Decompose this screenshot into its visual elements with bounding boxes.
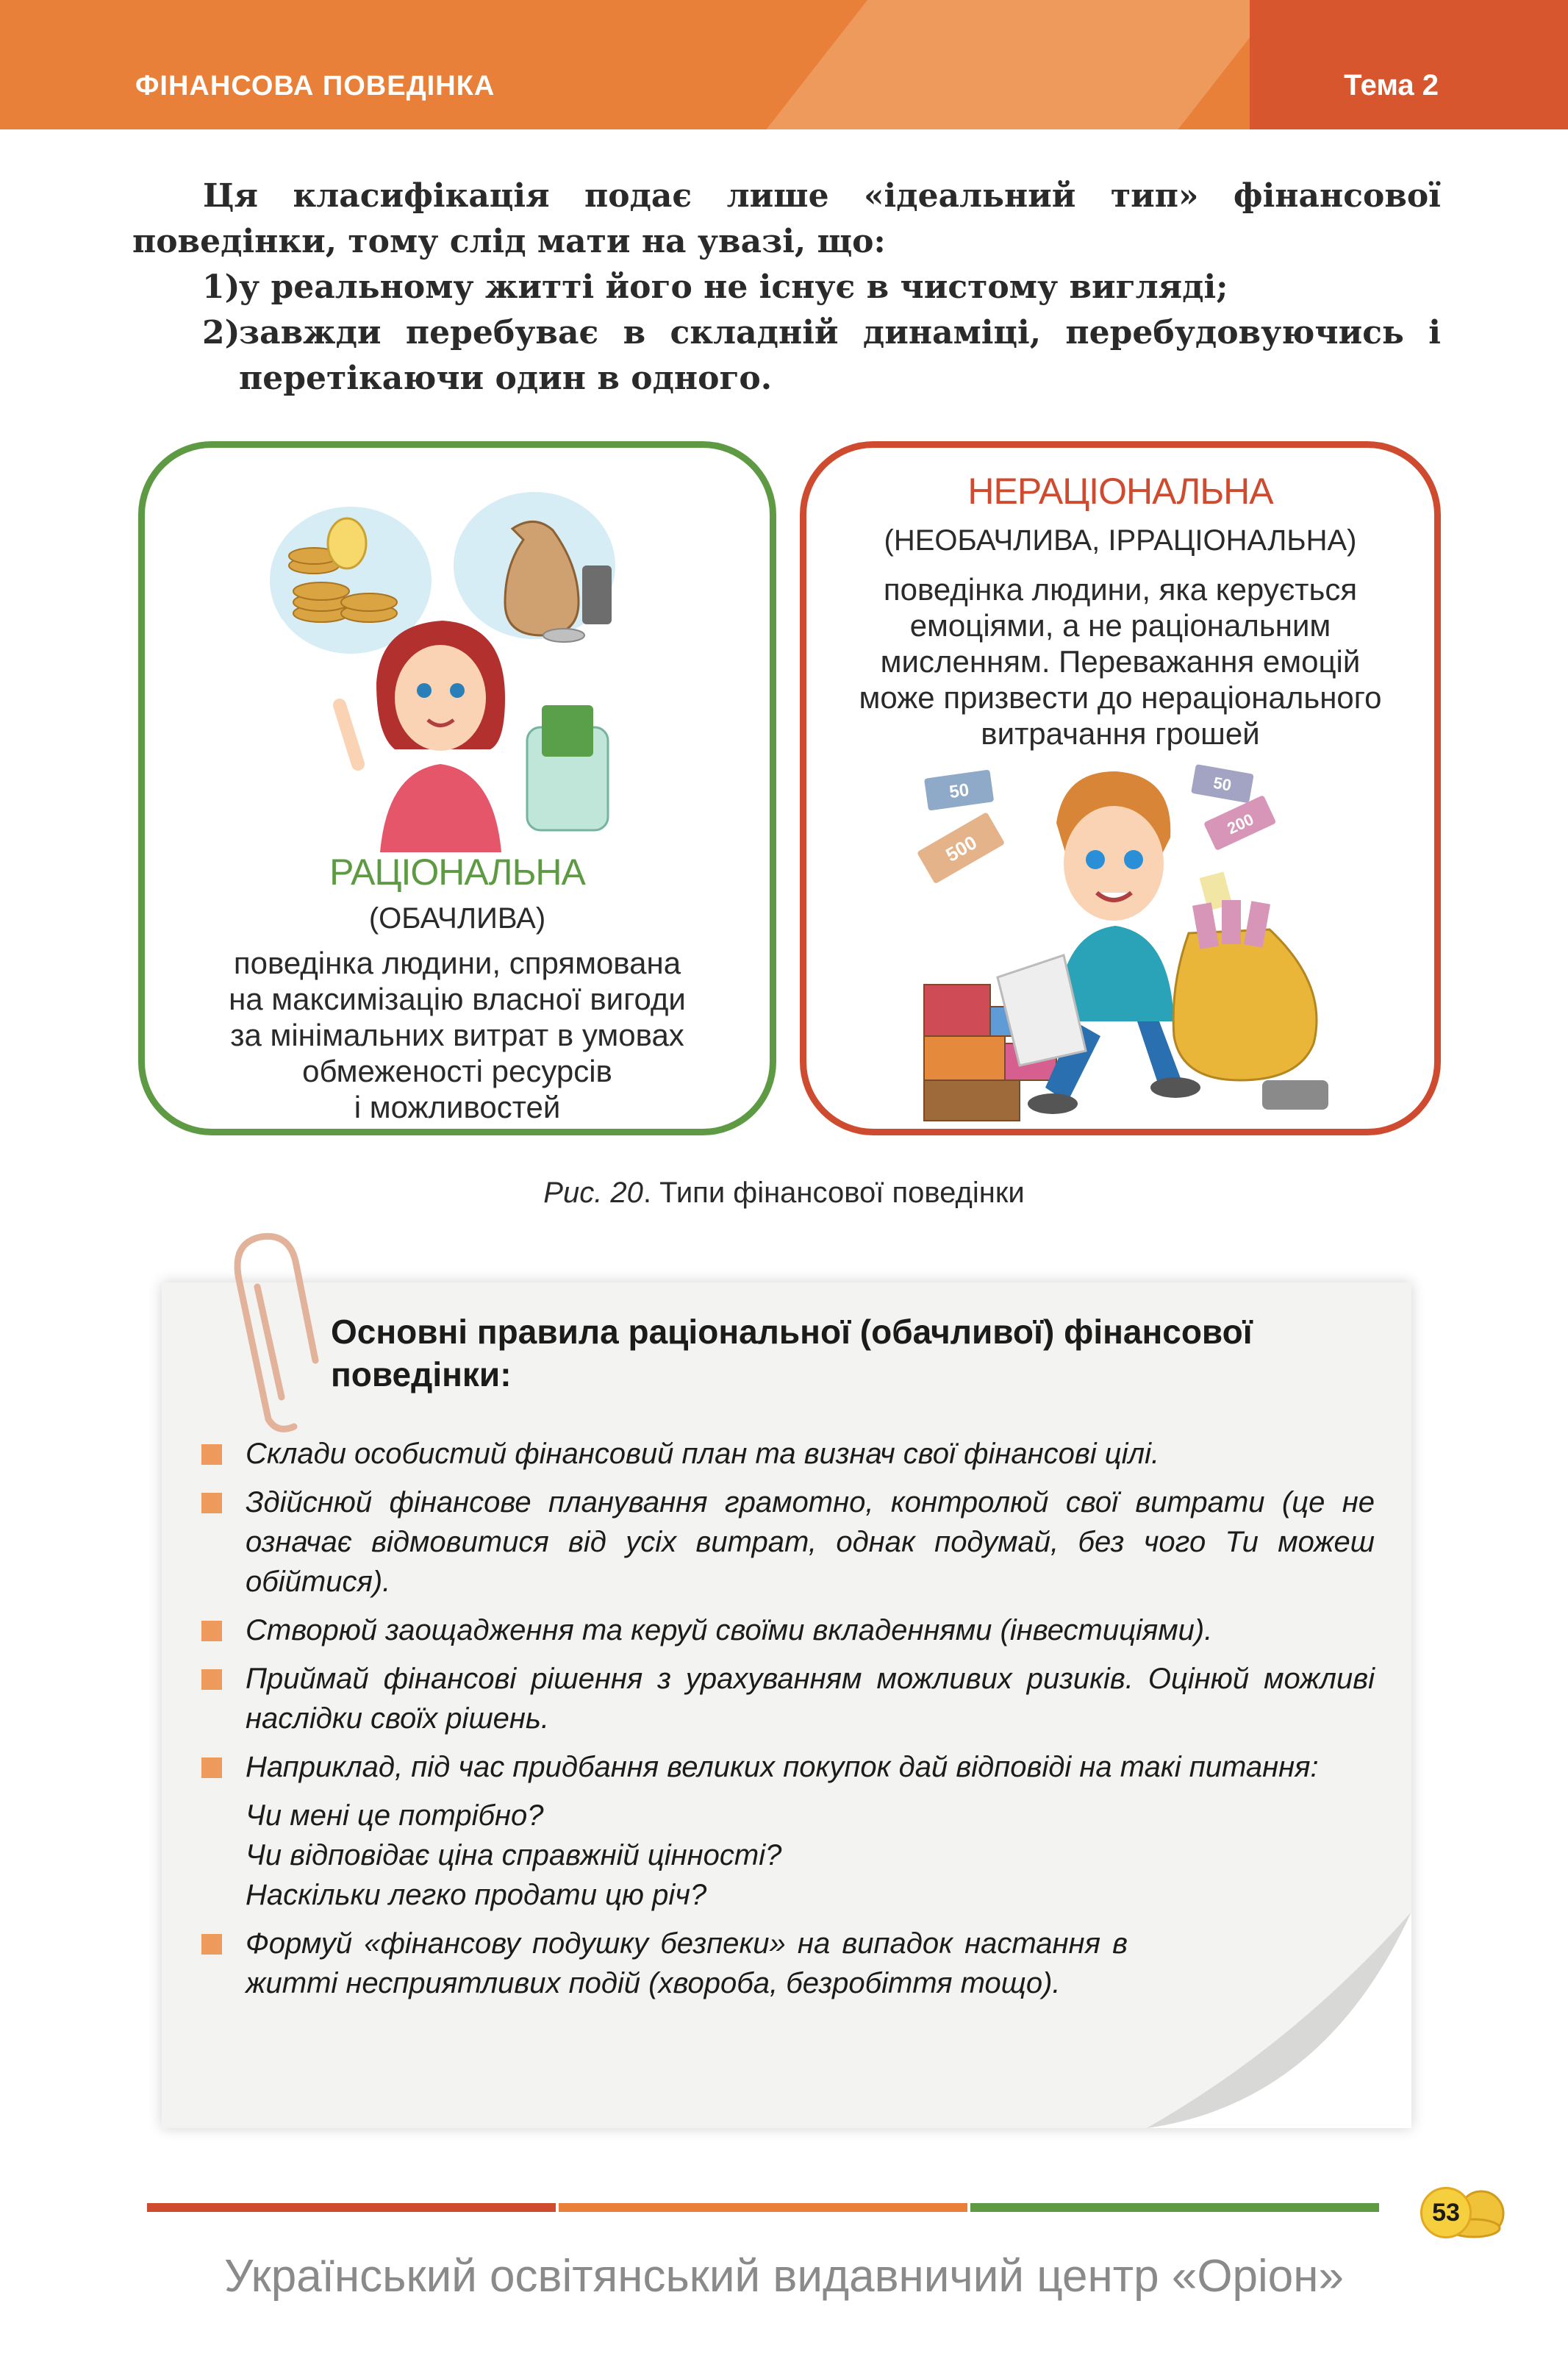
banknote — [1203, 795, 1276, 851]
girl-thinking-illustration — [270, 485, 652, 852]
description-line: витрачання грошей — [981, 716, 1260, 751]
rule-item — [198, 1482, 1375, 1602]
description-line: і можливостей — [354, 1090, 561, 1124]
intro-list-item — [132, 310, 1441, 402]
description-line: на максимізацію власної вигоди — [229, 982, 686, 1016]
figure-title: . Типи фінансової поведінки — [642, 1177, 1025, 1209]
list-text: у реальному житті його не існує в чистому вигляді; — [239, 268, 1228, 306]
bullet-square-icon — [201, 1669, 222, 1690]
section-title: ФІНАНСОВА ПОВЕДІНКА — [135, 71, 495, 101]
bullet-square-icon — [201, 1493, 222, 1513]
irrational-heading: НЕРАЦІОНАЛЬНА — [967, 471, 1273, 512]
publisher-footer: Український освітянський видавничий центр «Оріон» — [223, 2251, 1345, 2302]
description-line: поведінка людини, яка керується — [883, 572, 1358, 607]
list-number: 2) — [202, 314, 240, 351]
description-line: може призвести до нераціонального — [859, 680, 1382, 715]
intro-list — [132, 265, 1441, 402]
bullet-square-icon — [201, 1444, 222, 1465]
footer-bar-orange — [559, 2203, 967, 2212]
banknote — [924, 769, 994, 810]
description-line: емоціями, а не раціональним — [909, 608, 1331, 643]
paperclip-icon — [224, 1228, 320, 1434]
rule-text: Склади особистий фінансовий план та визнач свої фінансові цілі. — [246, 1438, 1160, 1470]
boy-shopping-illustration — [917, 764, 1343, 1124]
banknote-value: 50 — [948, 779, 970, 803]
irrational-behavior-card — [800, 441, 1441, 1135]
irrational-description — [828, 571, 1412, 752]
description-line: за мінімальних витрат в умовах — [230, 1018, 684, 1052]
description-line: поведінка людини, спрямована — [233, 946, 681, 980]
rule-item — [198, 1659, 1375, 1738]
rule-text: Здійснюй фінансове планування грамотно, контролюй свої витрати (це не означає відмовитися від усіх витрат, однак подумай, без чого Ти можеш обійтися). — [246, 1486, 1375, 1598]
bullet-square-icon — [201, 1757, 222, 1778]
rational-heading: РАЦІОНАЛЬНА — [329, 852, 585, 893]
irrational-subheading: (НЕОБАЧЛИВА, ІРРАЦІОНАЛЬНА) — [884, 524, 1357, 557]
rational-description — [167, 945, 748, 1125]
page-number: 53 — [1420, 2187, 1472, 2238]
rational-behavior-card — [138, 441, 776, 1135]
rule-text: Формуй «фінансову подушку безпеки» на випадок настання в житті несприятливих подій (хвороба, безробіття тощо). — [246, 1927, 1128, 1999]
rule-text: Наприклад, під час придбання великих покупок дай відповіді на такі питання: — [246, 1751, 1319, 1783]
description-line: мисленням. Переважання емоцій — [880, 644, 1361, 679]
rule-question: Чи мені це потрібно? — [246, 1799, 544, 1832]
rule-text: Приймай фінансові рішення з урахуванням можливих ризиків. Оцінюй можливі наслідки своїх рішень. — [246, 1663, 1375, 1735]
banknote-value: 200 — [1224, 810, 1257, 838]
banknote-value: 500 — [942, 831, 981, 866]
rule-text: Створюй заощадження та керуй своїми вкладеннями (інвестиціями). — [246, 1614, 1213, 1646]
rule-item — [198, 1747, 1375, 1915]
rules-title: Основні правила раціональної (обачливої) фінансової поведінки: — [331, 1313, 1253, 1393]
rule-question: Наскільки легко продати цю річ? — [246, 1879, 707, 1911]
header-topic-band — [1250, 0, 1568, 129]
rational-subheading: (ОБАЧЛИВА) — [368, 902, 546, 935]
rule-question: Чи відповідає ціна справжній цінності? — [246, 1839, 782, 1871]
rule-item — [198, 1610, 1375, 1650]
footer-bar-green — [970, 2203, 1379, 2212]
intro-paragraph: Ця класифікація подає лише «ідеальний тип» фінансової поведінки, тому слід мати на увазі, що: — [132, 177, 1441, 260]
list-number: 1) — [202, 268, 240, 306]
bullet-square-icon — [201, 1934, 222, 1955]
topic-label: Тема 2 — [1344, 69, 1439, 101]
bullet-square-icon — [201, 1621, 222, 1641]
description-line: обмеженості ресурсів — [302, 1054, 612, 1088]
page-header — [0, 0, 1568, 129]
rules-list — [198, 1434, 1375, 2012]
intro-text — [132, 174, 1441, 402]
header-decor-stripe — [766, 0, 1279, 129]
banknote — [917, 812, 1005, 884]
rule-item — [198, 1924, 1128, 2003]
figure-number: Рис. 20 — [543, 1177, 643, 1209]
footer-bar-red — [147, 2203, 556, 2212]
rule-item — [198, 1434, 1375, 1474]
banknote-value: 50 — [1211, 773, 1234, 795]
list-text: завжди перебуває в складній динаміці, перебудовуючись і перетікаючи один в одного. — [239, 314, 1441, 397]
banknote — [1191, 764, 1254, 803]
figure-caption — [0, 1177, 1568, 1210]
intro-list-item — [132, 265, 1441, 310]
